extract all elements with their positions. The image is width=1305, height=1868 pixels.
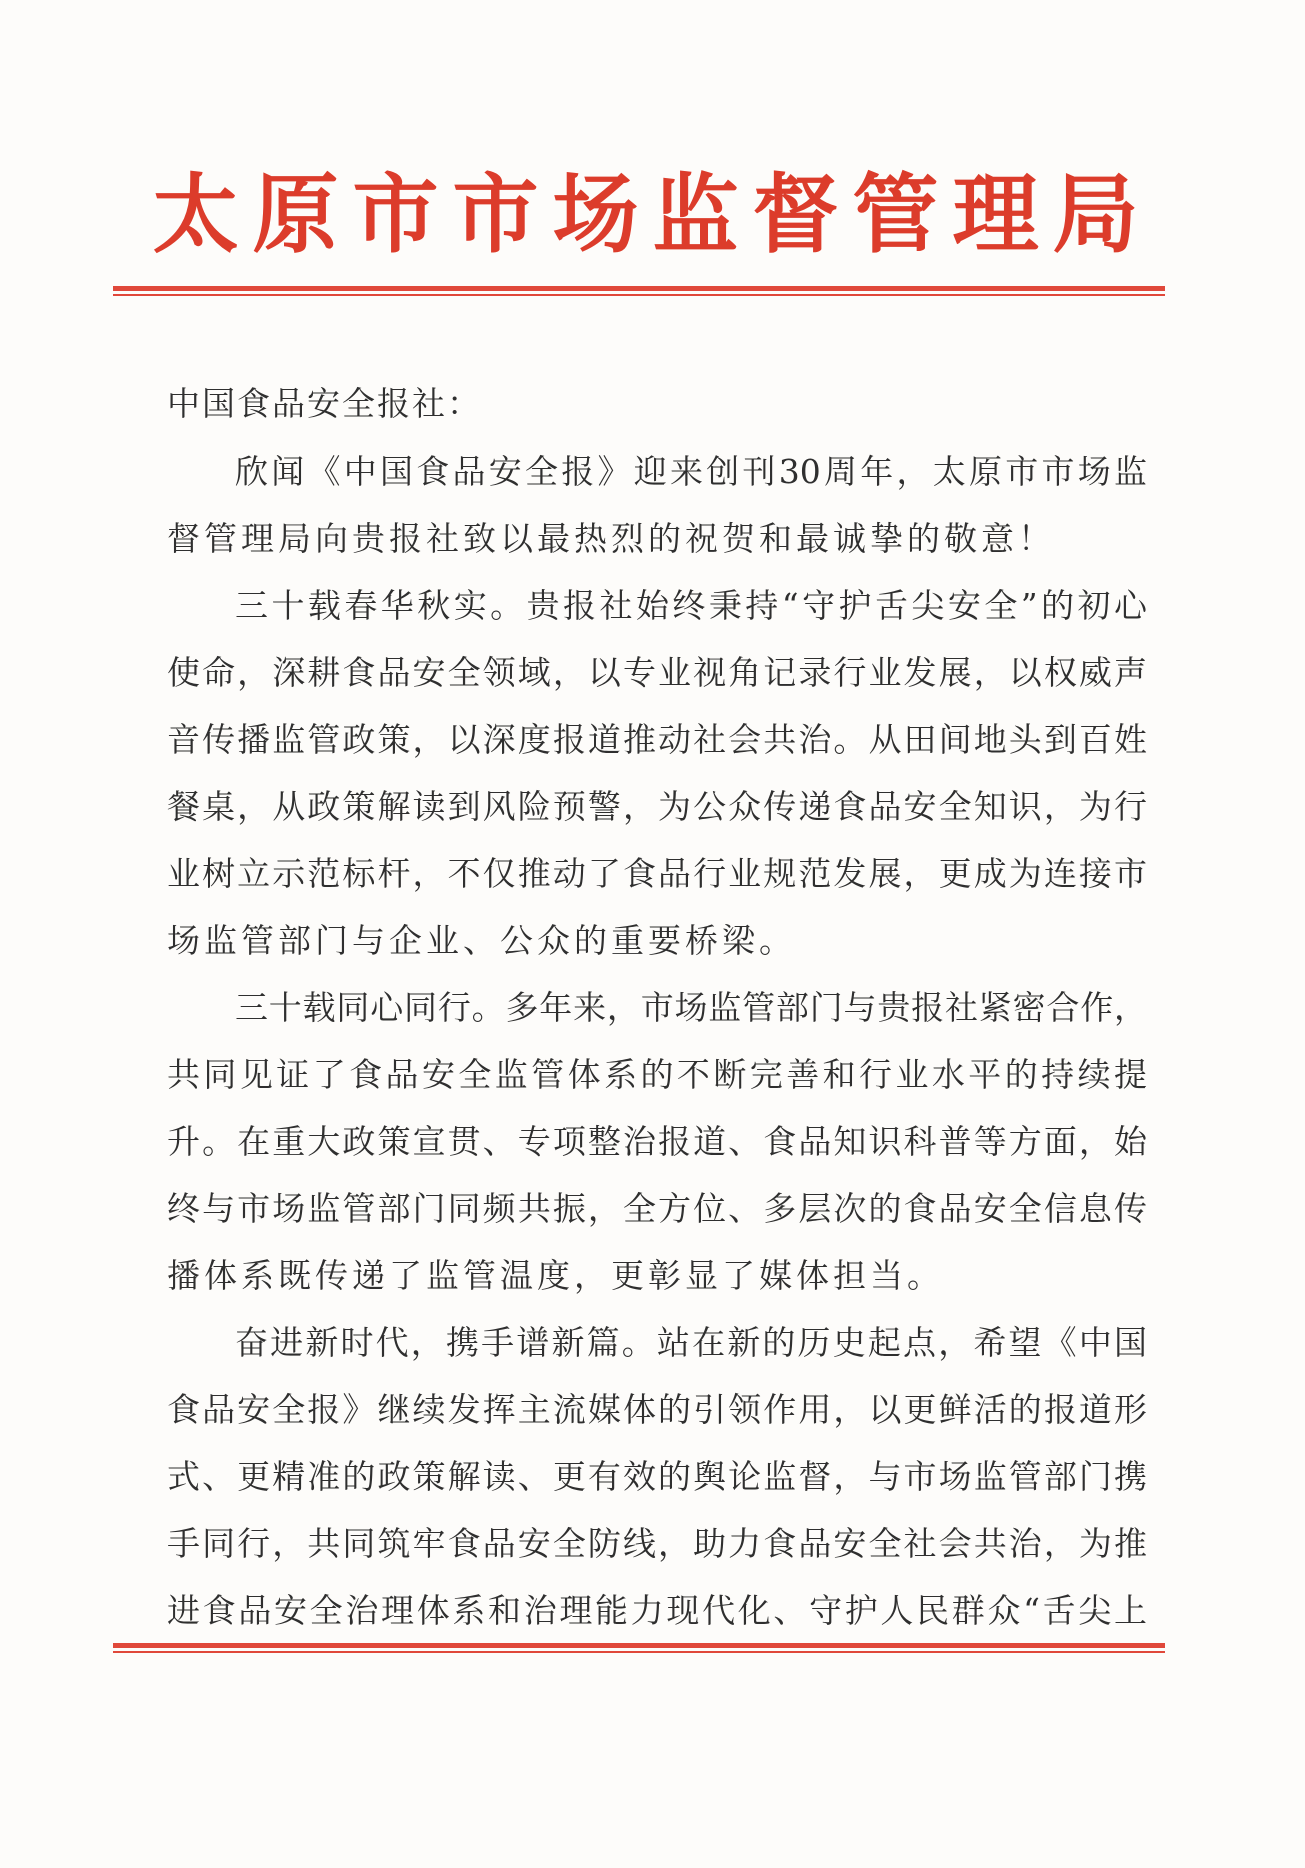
paragraph-4-line-4: 手同行，共同筑牢食品安全防线，助力食品安全社会共治，为推 [167,1524,1147,1563]
paragraph-4-line-1: 奋进新时代，携手谱新篇。站在新的历史起点，希望《中国 [235,1323,1147,1362]
letterhead-title: 太原市市场监督管理局 [152,164,1153,265]
paragraph-4-line-2: 食品安全报》继续发挥主流媒体的引领作用，以更鲜活的报道形 [167,1390,1147,1429]
paragraph-3-line-2: 共同见证了食品安全监管体系的不断完善和行业水平的持续提 [167,1055,1147,1094]
rule-thin-line [113,294,1165,296]
paragraph-3-line-1: 三十载同心同行。多年来，市场监管部门与贵报社紧密合作， [235,988,1147,1027]
paragraph-2-line-6: 场监管部门与企业、公众的重要桥梁。 [167,921,796,960]
paragraph-4-line-3: 式、更精准的政策解读、更有效的舆论监督，与市场监管部门携 [167,1457,1147,1496]
letterhead-rule-top [113,286,1165,296]
paragraph-2-line-5: 业树立示范标杆，不仅推动了食品行业规范发展，更成为连接市 [167,854,1147,893]
paragraph-2-line-4: 餐桌，从政策解读到风险预警，为公众传递食品安全知识，为行 [167,787,1147,826]
paragraph-2-line-3: 音传播监管政策，以深度报道推动社会共治。从田间地头到百姓 [167,720,1147,759]
paragraph-2-line-2: 使命，深耕食品安全领域，以专业视角记录行业发展，以权威声 [167,653,1147,692]
paragraph-3-line-3: 升。在重大政策宣贯、专项整治报道、食品知识科普等方面，始 [167,1122,1147,1161]
paragraph-4-line-5: 进食品安全治理体系和治理能力现代化、守护人民群众“舌尖上 [167,1591,1147,1630]
letterhead-rule-bottom [113,1643,1165,1653]
paragraph-1-line-1: 欣闻《中国食品安全报》迎来创刊30周年，太原市市场监 [235,452,1147,491]
paragraph-3-line-4: 终与市场监管部门同频共振，全方位、多层次的食品安全信息传 [167,1189,1147,1228]
paragraph-3-line-5: 播体系既传递了监管温度，更彰显了媒体担当。 [167,1256,944,1295]
rule-thick-line [113,1643,1165,1648]
paragraph-2-line-1: 三十载春华秋实。贵报社始终秉持“守护舌尖安全”的初心 [235,586,1147,625]
salutation: 中国食品安全报社： [167,384,482,423]
rule-thick-line [113,286,1165,291]
rule-thin-line [113,1651,1165,1653]
paragraph-1-line-2: 督管理局向贵报社致以最热烈的祝贺和最诚挚的敬意！ [167,519,1055,558]
